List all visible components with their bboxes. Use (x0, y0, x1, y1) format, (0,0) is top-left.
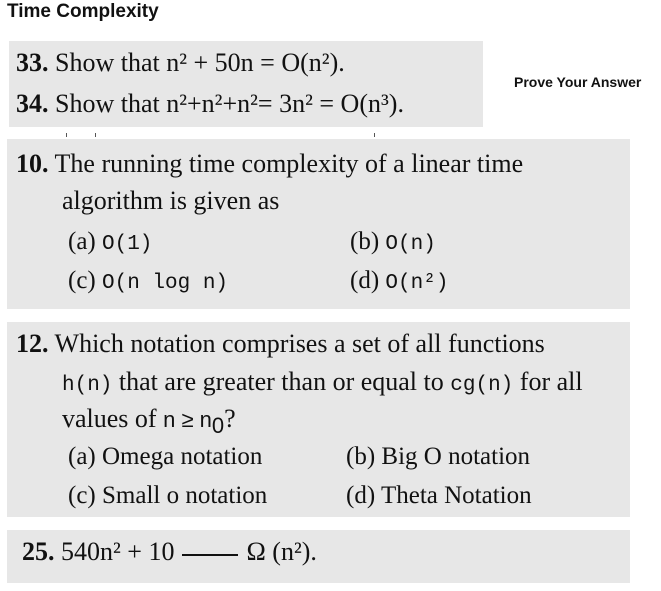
question-12-line-3 (62, 404, 236, 441)
question-12-option-b (346, 442, 530, 472)
option-value: Small o notation (102, 482, 268, 509)
question-12-text-2-end: for all (519, 367, 583, 396)
question-33-number: 33. (16, 48, 49, 77)
question-10-line-1 (16, 149, 523, 179)
option-value: Omega notation (102, 443, 263, 470)
question-25-rhs: Ω (n²). (246, 537, 317, 566)
question-33 (16, 48, 345, 78)
section-heading: Time Complexity (7, 1, 159, 22)
question-25-expression: 540n² + 10 (61, 537, 175, 566)
crop-artifact-mark (374, 133, 375, 137)
question-25 (22, 537, 317, 567)
question-12-option-c (68, 481, 267, 511)
fill-in-blank (182, 554, 238, 556)
question-34-number: 34. (16, 89, 49, 118)
question-34 (16, 89, 404, 119)
option-label: (c) (68, 267, 96, 294)
question-10-text-1: The running time complexity of a linear time (54, 149, 524, 178)
question-25-number: 25. (22, 537, 55, 566)
question-33-text: Show that n² + 50n = O(n²). (55, 48, 345, 77)
option-value: Big O notation (381, 443, 531, 470)
question-10-option-a (68, 227, 152, 260)
option-value: O(n) (385, 233, 436, 256)
option-value: O(n log n) (102, 272, 229, 295)
question-12-option-a (68, 442, 262, 472)
question-10-line-2: algorithm is given as (62, 186, 280, 215)
question-mark: ? (224, 404, 236, 433)
option-label: (d) (346, 482, 376, 509)
question-12-number: 12. (16, 329, 49, 358)
crop-artifact-mark (66, 133, 67, 137)
inline-math-n: n ≥ n (163, 407, 212, 432)
option-label: (b) (350, 228, 380, 255)
option-value: O(1) (102, 233, 153, 256)
question-12-option-d (346, 481, 532, 511)
inline-code-cg: cg(n) (450, 374, 514, 397)
option-value: Theta Notation (380, 482, 532, 509)
question-12-line-2 (62, 367, 583, 401)
question-12-text-2: that are greater than or equal to (118, 367, 444, 396)
question-10-number: 10. (16, 149, 49, 178)
crop-artifact-mark (95, 133, 96, 137)
inline-code-h: h(n) (62, 374, 113, 397)
question-10-option-d (350, 266, 448, 299)
option-label: (c) (68, 482, 96, 509)
question-12-text-3: values of (62, 404, 157, 433)
question-12-text-1: Which notation comprises a set of all functions (54, 329, 545, 358)
option-label: (a) (68, 443, 96, 470)
option-value: O(n²) (385, 272, 449, 295)
question-12-line-1 (16, 329, 545, 359)
question-10-option-b (350, 227, 436, 260)
option-label: (b) (346, 443, 376, 470)
inline-math-subscript: 0 (211, 413, 225, 439)
prove-your-answer-label: Prove Your Answer (514, 74, 642, 90)
question-10-option-c (68, 266, 228, 299)
option-label: (d) (350, 267, 380, 294)
question-34-text: Show that n²+n²+n²= 3n² = O(n³). (55, 89, 404, 118)
option-label: (a) (68, 228, 96, 255)
